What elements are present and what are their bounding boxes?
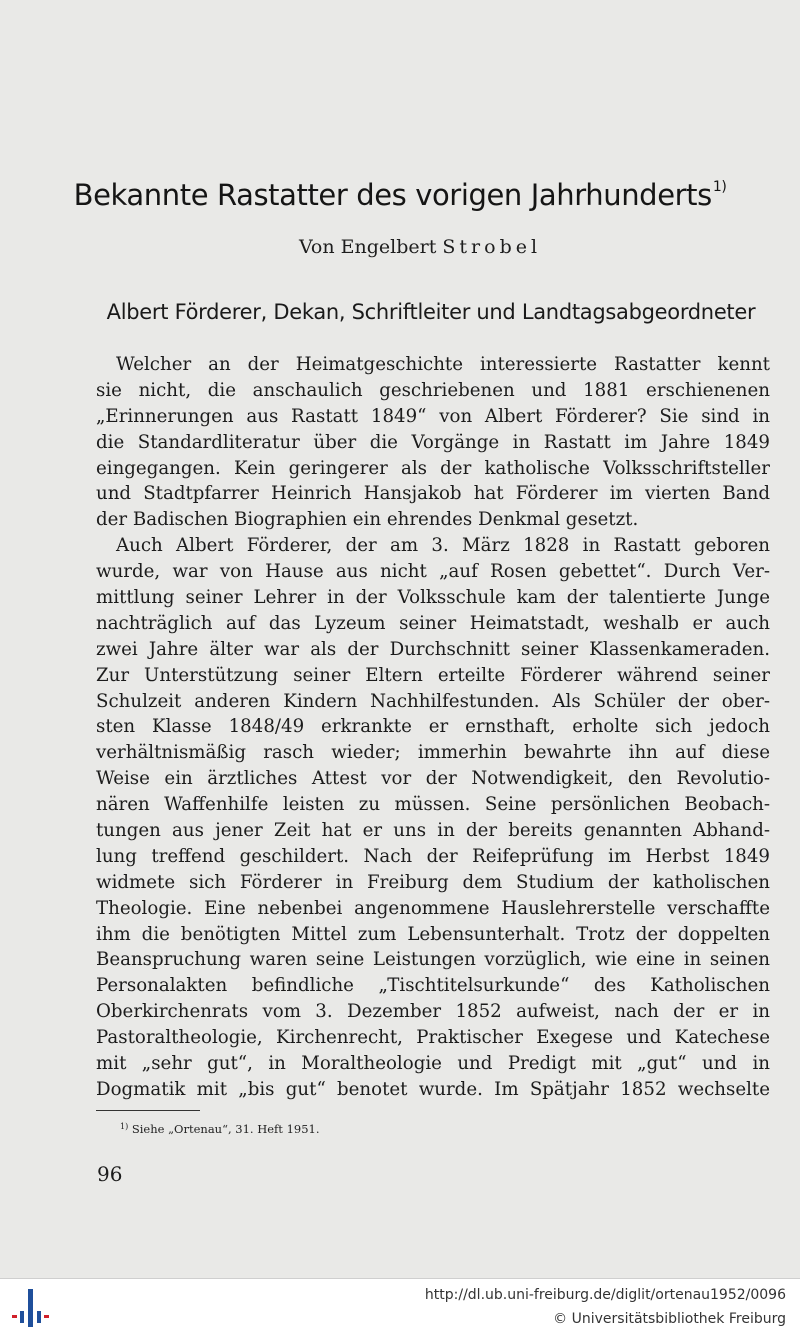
author-surname: Strobel <box>442 236 542 258</box>
footnote <box>120 1122 320 1136</box>
article-title-text: Bekannte Rastatter des vorigen Jahrhunderts <box>73 178 712 212</box>
section-heading: Albert Förderer, Dekan, Schriftleiter und Landtagsabgeordneter <box>106 300 756 324</box>
body-line: eingegangen. Kein geringerer als der katholische Volksschriftsteller <box>96 457 770 479</box>
body-line: Welcher an der Heimatgeschichte interessierte Rastatter kennt <box>116 354 770 375</box>
body-line: zwei Jahre älter war als der Durchschnitt seiner Klassenkameraden. <box>96 638 770 660</box>
footnote-mark: 1) <box>120 1122 129 1131</box>
body-line: Theologie. Eine nebenbei angenommene Hauslehrerstelle verschaffte <box>96 897 770 919</box>
body-line: Pastoraltheologie, Kirchenrecht, Praktischer Exegese und Katechese <box>96 1027 770 1049</box>
body-line: tungen aus jener Zeit hat er uns in der bereits genannten Abhand- <box>96 820 770 842</box>
body-line: sie nicht, die anschaulich geschriebenen und 1881 erschienenen <box>96 379 770 401</box>
body-line: Schulzeit anderen Kindern Nachhilfestunden. Als Schüler der ober- <box>96 690 770 712</box>
body-line: Auch Albert Förderer, der am 3. März 1828 in Rastatt geboren <box>116 535 770 557</box>
copyright-notice: © Universitätsbibliothek Freiburg <box>553 1311 786 1327</box>
body-line: ihm die benötigten Mittel zum Lebensunterhalt. Trotz der doppelten <box>96 923 770 945</box>
footnote-divider <box>96 1110 200 1111</box>
body-line: Dogmatik mit „bis gut“ benotet wurde. Im Spätjahr 1852 wechselte <box>96 1078 770 1100</box>
body-line: und Stadtpfarrer Heinrich Hansjakob hat Förderer im vierten Band <box>96 483 770 505</box>
document-url-link[interactable]: http://dl.ub.uni-freiburg.de/diglit/ortenau1952/0096 <box>424 1287 786 1303</box>
author-prefix: Von Engelbert <box>298 236 437 258</box>
body-line: Zur Unterstützung seiner Eltern erteilte Förderer während seiner <box>96 664 770 686</box>
body-line: verhältnismäßig rasch wieder; immerhin bewahrte ihn auf diese <box>96 742 770 764</box>
article-body <box>96 352 770 1103</box>
footer-bar <box>0 1278 800 1337</box>
body-line: nachträglich auf das Lyzeum seiner Heimatstadt, weshalb er auch <box>96 612 770 634</box>
body-line: mit „sehr gut“, in Moraltheologie und Predigt mit „gut“ und in <box>96 1053 770 1075</box>
body-line: Oberkirchenrats vom 3. Dezember 1852 aufweist, nach der er in <box>96 1001 770 1023</box>
body-line: der Badischen Biographien ein ehrendes Denkmal gesetzt. <box>96 509 639 531</box>
body-line: Personalakten befindliche „Tischtitelsurkunde“ des Katholischen <box>96 975 770 997</box>
body-line: lung treffend geschildert. Nach der Reifeprüfung im Herbst 1849 <box>96 845 770 867</box>
footnote-text: Siehe „Ortenau“, 31. Heft 1951. <box>131 1122 320 1136</box>
article-author <box>0 236 800 258</box>
body-line: sten Klasse 1848/49 erkrankte er ernsthaft, erholte sich jedoch <box>96 716 770 738</box>
body-line: Weise ein ärztliches Attest vor der Notwendigkeit, den Revolutio- <box>96 768 770 790</box>
body-line: nären Waffenhilfe leisten zu müssen. Seine persönlichen Beobach- <box>96 794 770 816</box>
body-line: Beanspruchung waren seine Leistungen vorzüglich, wie eine in seinen <box>96 949 770 971</box>
body-line: widmete sich Förderer in Freiburg dem Studium der katholischen <box>96 871 770 893</box>
ub-freiburg-logo-icon <box>10 1285 50 1331</box>
body-line: wurde, war von Hause aus nicht „auf Rosen gebettet“. Durch Ver- <box>96 561 770 583</box>
body-line: mittlung seiner Lehrer in der Volksschule kam der talentierte Junge <box>96 587 770 609</box>
article-title <box>0 178 800 212</box>
body-line: „Erinnerungen aus Rastatt 1849“ von Albert Förderer? Sie sind in <box>96 405 770 427</box>
page-number: 96 <box>97 1162 123 1186</box>
title-footnote-mark: 1) <box>712 179 727 195</box>
body-line: die Standardliteratur über die Vorgänge in Rastatt im Jahre 1849 <box>96 431 770 453</box>
